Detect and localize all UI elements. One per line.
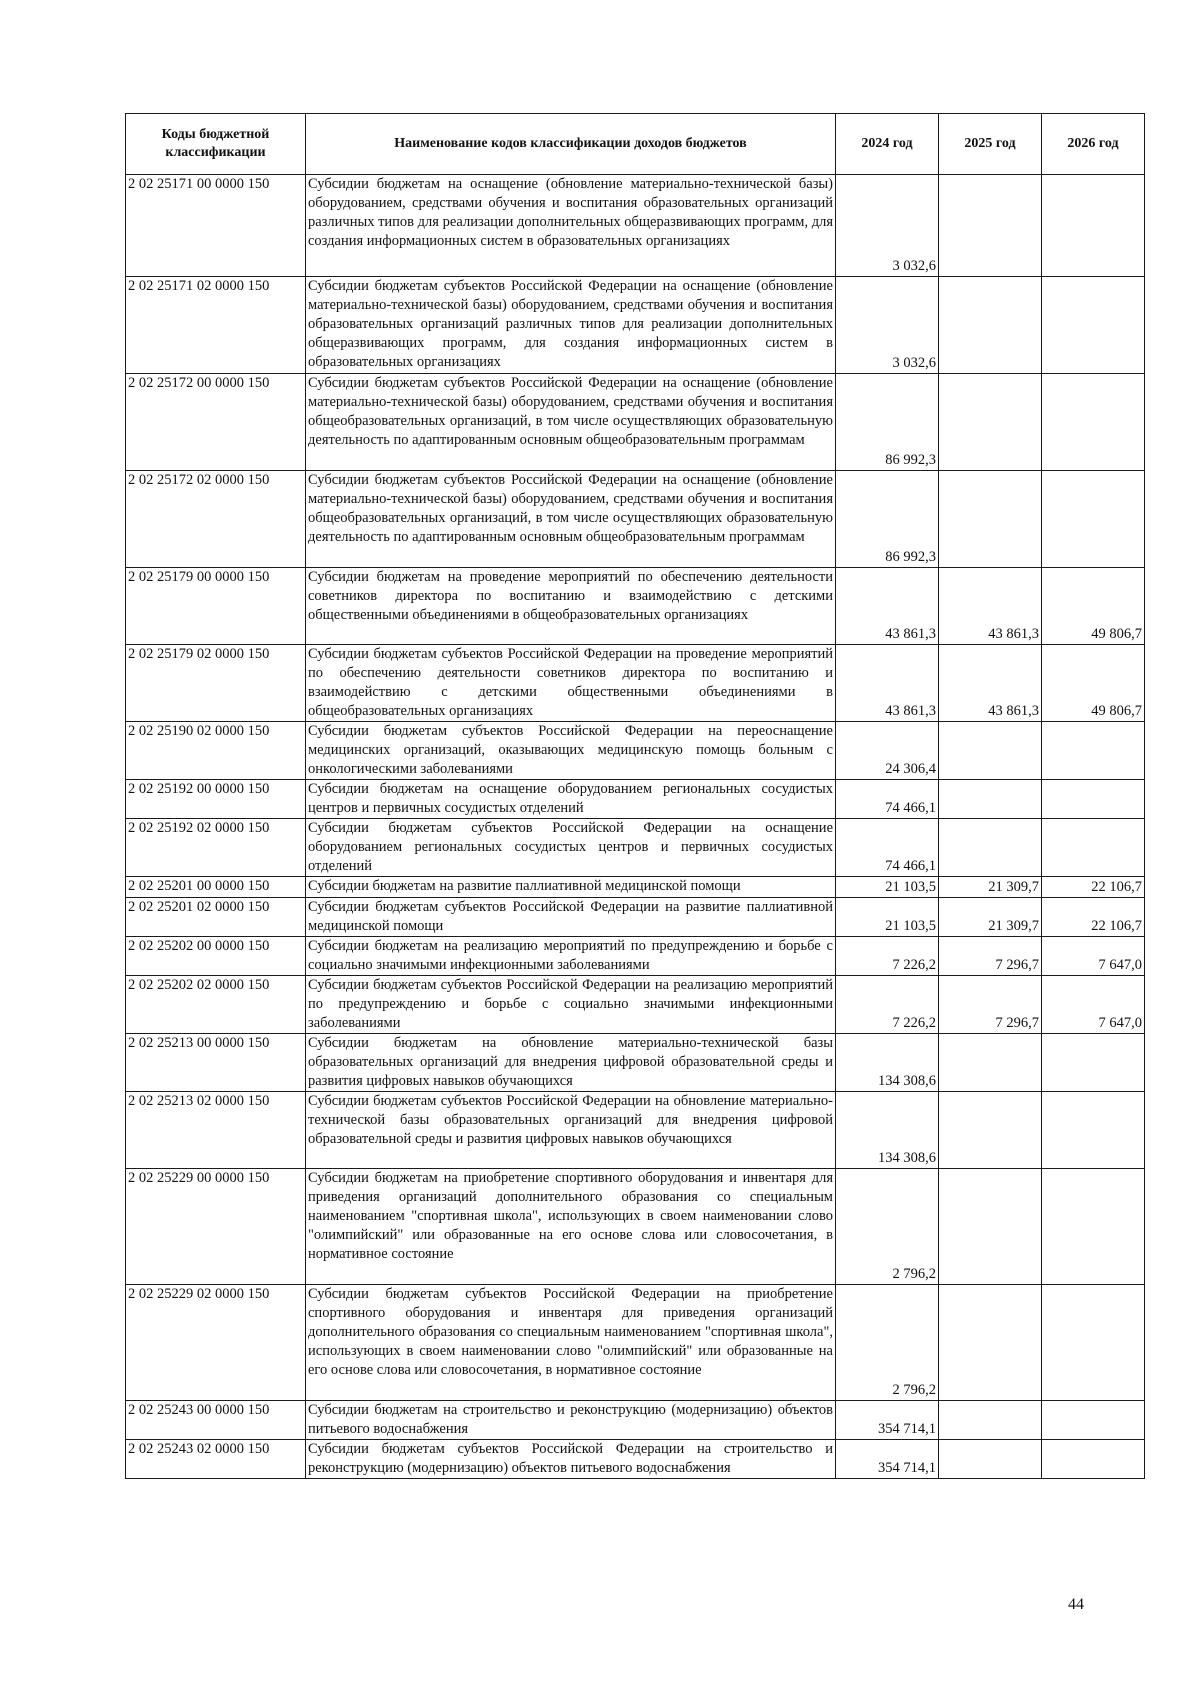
- name-cell: Субсидии бюджетам субъектов Российской Федерации на оснащение оборудованием региональных сосудистых центров и первичных сосудистых отделений: [306, 819, 836, 877]
- code-cell: 2 02 25172 00 0000 150: [126, 374, 306, 471]
- code-cell: 2 02 25171 00 0000 150: [126, 175, 306, 277]
- value-2024-cell: 7 226,2: [836, 976, 939, 1034]
- value-2026-cell: 7 647,0: [1042, 937, 1145, 976]
- value-2026-cell: [1042, 175, 1145, 277]
- header-2025: 2025 год: [939, 114, 1042, 175]
- name-cell: Субсидии бюджетам субъектов Российской Федерации на проведение мероприятий по обеспечению деятельности советников директора по воспитанию и взаимодействию с детскими общественными объединениями в общеобразовательных организациях: [306, 645, 836, 722]
- value-2026-cell: 22 106,7: [1042, 898, 1145, 937]
- value-2025-cell: [939, 1169, 1042, 1285]
- name-cell: Субсидии бюджетам на оснащение (обновление материально-технической базы) оборудованием, средствами обучения и воспитания образовательных организаций различных типов для реализации дополнительных общеразвивающих программ, для создания информационных систем в образовательных организациях: [306, 175, 836, 277]
- value-2026-cell: 49 806,7: [1042, 568, 1145, 645]
- value-2025-cell: 7 296,7: [939, 937, 1042, 976]
- page-number: 44: [1068, 1596, 1084, 1613]
- value-2024-cell: 74 466,1: [836, 819, 939, 877]
- name-cell: Субсидии бюджетам на проведение мероприятий по обеспечению деятельности советников директора по воспитанию и взаимодействию с детскими общественными объединениями в общеобразовательных организациях: [306, 568, 836, 645]
- code-cell: 2 02 25202 02 0000 150: [126, 976, 306, 1034]
- value-2025-cell: 7 296,7: [939, 976, 1042, 1034]
- value-2025-cell: [939, 1092, 1042, 1169]
- value-2024-cell: 21 103,5: [836, 898, 939, 937]
- table-row: [126, 1285, 1145, 1401]
- value-2026-cell: [1042, 1034, 1145, 1092]
- name-cell: Субсидии бюджетам субъектов Российской Федерации на реализацию мероприятий по предупреждению и борьбе с социально значимыми инфекционными заболеваниями: [306, 976, 836, 1034]
- value-2025-cell: 43 861,3: [939, 568, 1042, 645]
- header-name: Наименование кодов классификации доходов бюджетов: [306, 114, 836, 175]
- value-2025-cell: [939, 374, 1042, 471]
- name-cell: Субсидии бюджетам субъектов Российской Федерации на оснащение (обновление материально-технической базы) оборудованием, средствами обучения и воспитания общеобразовательных организаций, в том числе осуществляющих образовательную деятельность по адаптированным основным общеобразовательным программам: [306, 374, 836, 471]
- code-cell: 2 02 25192 02 0000 150: [126, 819, 306, 877]
- code-cell: 2 02 25229 00 0000 150: [126, 1169, 306, 1285]
- value-2024-cell: 86 992,3: [836, 374, 939, 471]
- value-2026-cell: [1042, 374, 1145, 471]
- table-row: [126, 819, 1145, 877]
- value-2024-cell: 43 861,3: [836, 645, 939, 722]
- code-cell: 2 02 25201 02 0000 150: [126, 898, 306, 937]
- table-row: [126, 645, 1145, 722]
- name-cell: Субсидии бюджетам субъектов Российской Федерации на приобретение спортивного оборудования и инвентаря для приведения организаций дополнительного образования со специальным наименованием "спортивная школа", использующих в своем наименовании слово "олимпийский" или образованные на его основе слова или словосочетания, в нормативное состояние: [306, 1285, 836, 1401]
- value-2026-cell: [1042, 1440, 1145, 1479]
- name-cell: Субсидии бюджетам на строительство и реконструкцию (модернизацию) объектов питьевого водоснабжения: [306, 1401, 836, 1440]
- table-row: [126, 877, 1145, 898]
- table-row: [126, 471, 1145, 568]
- name-cell: Субсидии бюджетам на развитие паллиативной медицинской помощи: [306, 877, 836, 898]
- code-cell: 2 02 25213 02 0000 150: [126, 1092, 306, 1169]
- name-cell: Субсидии бюджетам субъектов Российской Федерации на оснащение (обновление материально-технической базы) оборудованием, средствами обучения и воспитания общеобразовательных организаций, в том числе осуществляющих образовательную деятельность по адаптированным основным общеобразовательным программам: [306, 471, 836, 568]
- code-cell: 2 02 25213 00 0000 150: [126, 1034, 306, 1092]
- value-2025-cell: [939, 722, 1042, 780]
- budget-classification-table: [125, 113, 1145, 1479]
- table-row: [126, 568, 1145, 645]
- table-row: [126, 175, 1145, 277]
- value-2024-cell: 2 796,2: [836, 1169, 939, 1285]
- code-cell: 2 02 25243 02 0000 150: [126, 1440, 306, 1479]
- value-2024-cell: 7 226,2: [836, 937, 939, 976]
- table-header-row: [126, 114, 1145, 175]
- value-2026-cell: [1042, 1285, 1145, 1401]
- table-row: [126, 722, 1145, 780]
- value-2026-cell: [1042, 1169, 1145, 1285]
- value-2025-cell: [939, 277, 1042, 374]
- header-code: Коды бюджетной классификации: [126, 114, 306, 175]
- value-2025-cell: [939, 1034, 1042, 1092]
- value-2024-cell: 43 861,3: [836, 568, 939, 645]
- table-row: [126, 1092, 1145, 1169]
- code-cell: 2 02 25229 02 0000 150: [126, 1285, 306, 1401]
- value-2024-cell: 2 796,2: [836, 1285, 939, 1401]
- value-2024-cell: 74 466,1: [836, 780, 939, 819]
- value-2025-cell: [939, 471, 1042, 568]
- table-body: [126, 175, 1145, 1479]
- value-2025-cell: [939, 1285, 1042, 1401]
- value-2024-cell: 24 306,4: [836, 722, 939, 780]
- value-2026-cell: [1042, 277, 1145, 374]
- code-cell: 2 02 25243 00 0000 150: [126, 1401, 306, 1440]
- value-2026-cell: [1042, 1092, 1145, 1169]
- code-cell: 2 02 25201 00 0000 150: [126, 877, 306, 898]
- table-row: [126, 1401, 1145, 1440]
- value-2025-cell: 21 309,7: [939, 877, 1042, 898]
- value-2025-cell: [939, 780, 1042, 819]
- value-2024-cell: 134 308,6: [836, 1034, 939, 1092]
- header-2026: 2026 год: [1042, 114, 1145, 175]
- table-row: [126, 1169, 1145, 1285]
- value-2025-cell: [939, 1401, 1042, 1440]
- table-row: [126, 937, 1145, 976]
- table-row: [126, 374, 1145, 471]
- value-2026-cell: 49 806,7: [1042, 645, 1145, 722]
- value-2025-cell: [939, 175, 1042, 277]
- value-2026-cell: [1042, 819, 1145, 877]
- value-2024-cell: 134 308,6: [836, 1092, 939, 1169]
- code-cell: 2 02 25190 02 0000 150: [126, 722, 306, 780]
- value-2025-cell: 43 861,3: [939, 645, 1042, 722]
- code-cell: 2 02 25192 00 0000 150: [126, 780, 306, 819]
- value-2026-cell: 22 106,7: [1042, 877, 1145, 898]
- name-cell: Субсидии бюджетам на реализацию мероприятий по предупреждению и борьбе с социально значимыми инфекционными заболеваниями: [306, 937, 836, 976]
- value-2025-cell: [939, 819, 1042, 877]
- table-row: [126, 898, 1145, 937]
- value-2024-cell: 3 032,6: [836, 277, 939, 374]
- name-cell: Субсидии бюджетам на обновление материально-технической базы образовательных организаций для внедрения цифровой образовательной среды и развития цифровых навыков обучающихся: [306, 1034, 836, 1092]
- value-2024-cell: 21 103,5: [836, 877, 939, 898]
- name-cell: Субсидии бюджетам субъектов Российской Федерации на оснащение (обновление материально-технической базы) оборудованием, средствами обучения и воспитания образовательных организаций различных типов для реализации дополнительных общеразвивающих программ, для создания информационных систем в образовательных организациях: [306, 277, 836, 374]
- table-row: [126, 976, 1145, 1034]
- value-2026-cell: [1042, 722, 1145, 780]
- code-cell: 2 02 25172 02 0000 150: [126, 471, 306, 568]
- table-row: [126, 277, 1145, 374]
- value-2026-cell: [1042, 780, 1145, 819]
- value-2025-cell: [939, 1440, 1042, 1479]
- value-2026-cell: [1042, 1401, 1145, 1440]
- name-cell: Субсидии бюджетам субъектов Российской Федерации на строительство и реконструкцию (модернизацию) объектов питьевого водоснабжения: [306, 1440, 836, 1479]
- table-row: [126, 780, 1145, 819]
- value-2024-cell: 3 032,6: [836, 175, 939, 277]
- code-cell: 2 02 25179 02 0000 150: [126, 645, 306, 722]
- name-cell: Субсидии бюджетам субъектов Российской Федерации на переоснащение медицинских организаций, оказывающих медицинскую помощь больным с онкологическими заболеваниями: [306, 722, 836, 780]
- value-2026-cell: 7 647,0: [1042, 976, 1145, 1034]
- table-row: [126, 1034, 1145, 1092]
- name-cell: Субсидии бюджетам субъектов Российской Федерации на развитие паллиативной медицинской помощи: [306, 898, 836, 937]
- code-cell: 2 02 25171 02 0000 150: [126, 277, 306, 374]
- code-cell: 2 02 25179 00 0000 150: [126, 568, 306, 645]
- value-2024-cell: 354 714,1: [836, 1401, 939, 1440]
- name-cell: Субсидии бюджетам на приобретение спортивного оборудования и инвентаря для приведения организаций дополнительного образования со специальным наименованием "спортивная школа", использующих в своем наименовании слово "олимпийский" или образованные на его основе слова или словосочетания, в нормативное состояние: [306, 1169, 836, 1285]
- header-2024: 2024 год: [836, 114, 939, 175]
- value-2024-cell: 354 714,1: [836, 1440, 939, 1479]
- value-2025-cell: 21 309,7: [939, 898, 1042, 937]
- table-row: [126, 1440, 1145, 1479]
- value-2024-cell: 86 992,3: [836, 471, 939, 568]
- name-cell: Субсидии бюджетам субъектов Российской Федерации на обновление материально-технической базы образовательных организаций для внедрения цифровой образовательной среды и развития цифровых навыков обучающихся: [306, 1092, 836, 1169]
- code-cell: 2 02 25202 00 0000 150: [126, 937, 306, 976]
- name-cell: Субсидии бюджетам на оснащение оборудованием региональных сосудистых центров и первичных сосудистых отделений: [306, 780, 836, 819]
- value-2026-cell: [1042, 471, 1145, 568]
